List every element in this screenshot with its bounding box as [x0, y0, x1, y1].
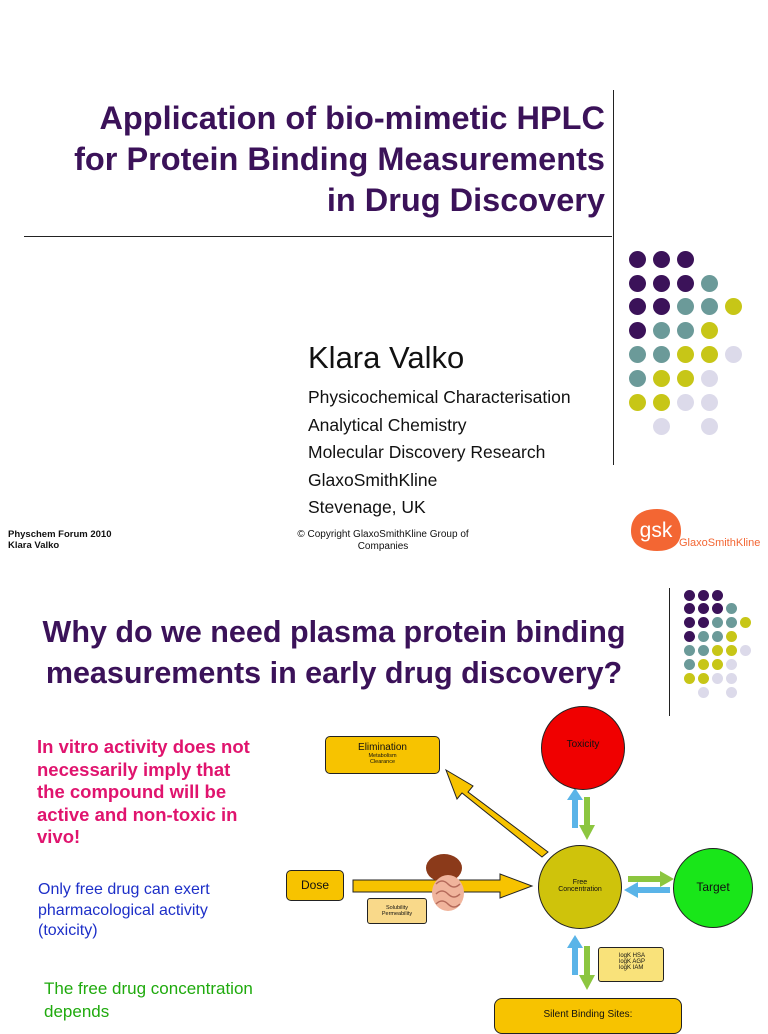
silent-binding-box: [494, 998, 682, 1034]
free-drug-text: Only free drug can exert pharmacological activity (toxicity): [38, 881, 210, 939]
target-label: Target: [696, 880, 730, 894]
slide2-title-line2: measurements in early drug discovery?: [45, 656, 623, 690]
footer-author: Klara Valko: [8, 540, 60, 551]
silent-binding-label: Silent Binding Sites:: [543, 1009, 633, 1020]
dose-box: [286, 870, 344, 901]
copyright-line: © Copyright GlaxoSmithKline Group of: [297, 529, 469, 540]
gsk-mark: gsk: [639, 519, 673, 542]
affiliation-line: GlaxoSmithKline: [308, 469, 438, 490]
toxicity-label: Toxicity: [566, 739, 600, 750]
slide1-title-line1: Application of bio-mimetic HPLC: [99, 100, 605, 136]
logk-hsa: logK HSA: [619, 953, 646, 959]
dose-label: Dose: [300, 878, 329, 892]
free-label: Free: [572, 879, 588, 886]
gsk-wordmark: GlaxoSmithKline: [679, 537, 761, 549]
elimination-box: [325, 736, 440, 774]
free-concentration-circle: [538, 845, 622, 929]
toxicity-circle: [541, 706, 625, 790]
slide1-title-line2: for Protein Binding Measurements: [74, 141, 605, 177]
footer-event: Physchem Forum 2010: [8, 529, 112, 540]
elimination-label: Elimination: [358, 742, 407, 753]
concentration-label: Concentration: [558, 886, 602, 893]
solubility-label: Solubility: [385, 905, 408, 911]
slide1-title-line3: in Drug Discovery: [326, 182, 605, 218]
logk-iam: logK IAM: [619, 965, 644, 971]
solubility-box: [367, 898, 427, 924]
affiliation-line: Physicochemical Characterisation: [308, 387, 571, 407]
logk-box: [598, 947, 664, 982]
target-circle: [673, 848, 753, 928]
clearance-label: Clearance: [369, 759, 396, 765]
slide2-title-line1: Why do we need plasma protein binding: [42, 615, 626, 649]
logk-agp: logK AGP: [619, 959, 646, 965]
author-name: Klara Valko: [308, 340, 465, 375]
affiliation-line: Analytical Chemistry: [308, 414, 467, 435]
affiliation-line: Molecular Discovery Research: [308, 442, 546, 463]
free-concentration-text: The free drug concentration depends: [44, 979, 253, 1021]
affiliation-line: Stevenage, UK: [308, 497, 426, 518]
copyright-line: Companies: [357, 541, 409, 552]
warning-text: In vitro activity does not necessarily imply that the compound will be active and non-toxic in vivo!: [37, 736, 250, 847]
metabolism-label: Metabolism: [368, 753, 397, 759]
permeability-label: Permeability: [381, 911, 413, 917]
